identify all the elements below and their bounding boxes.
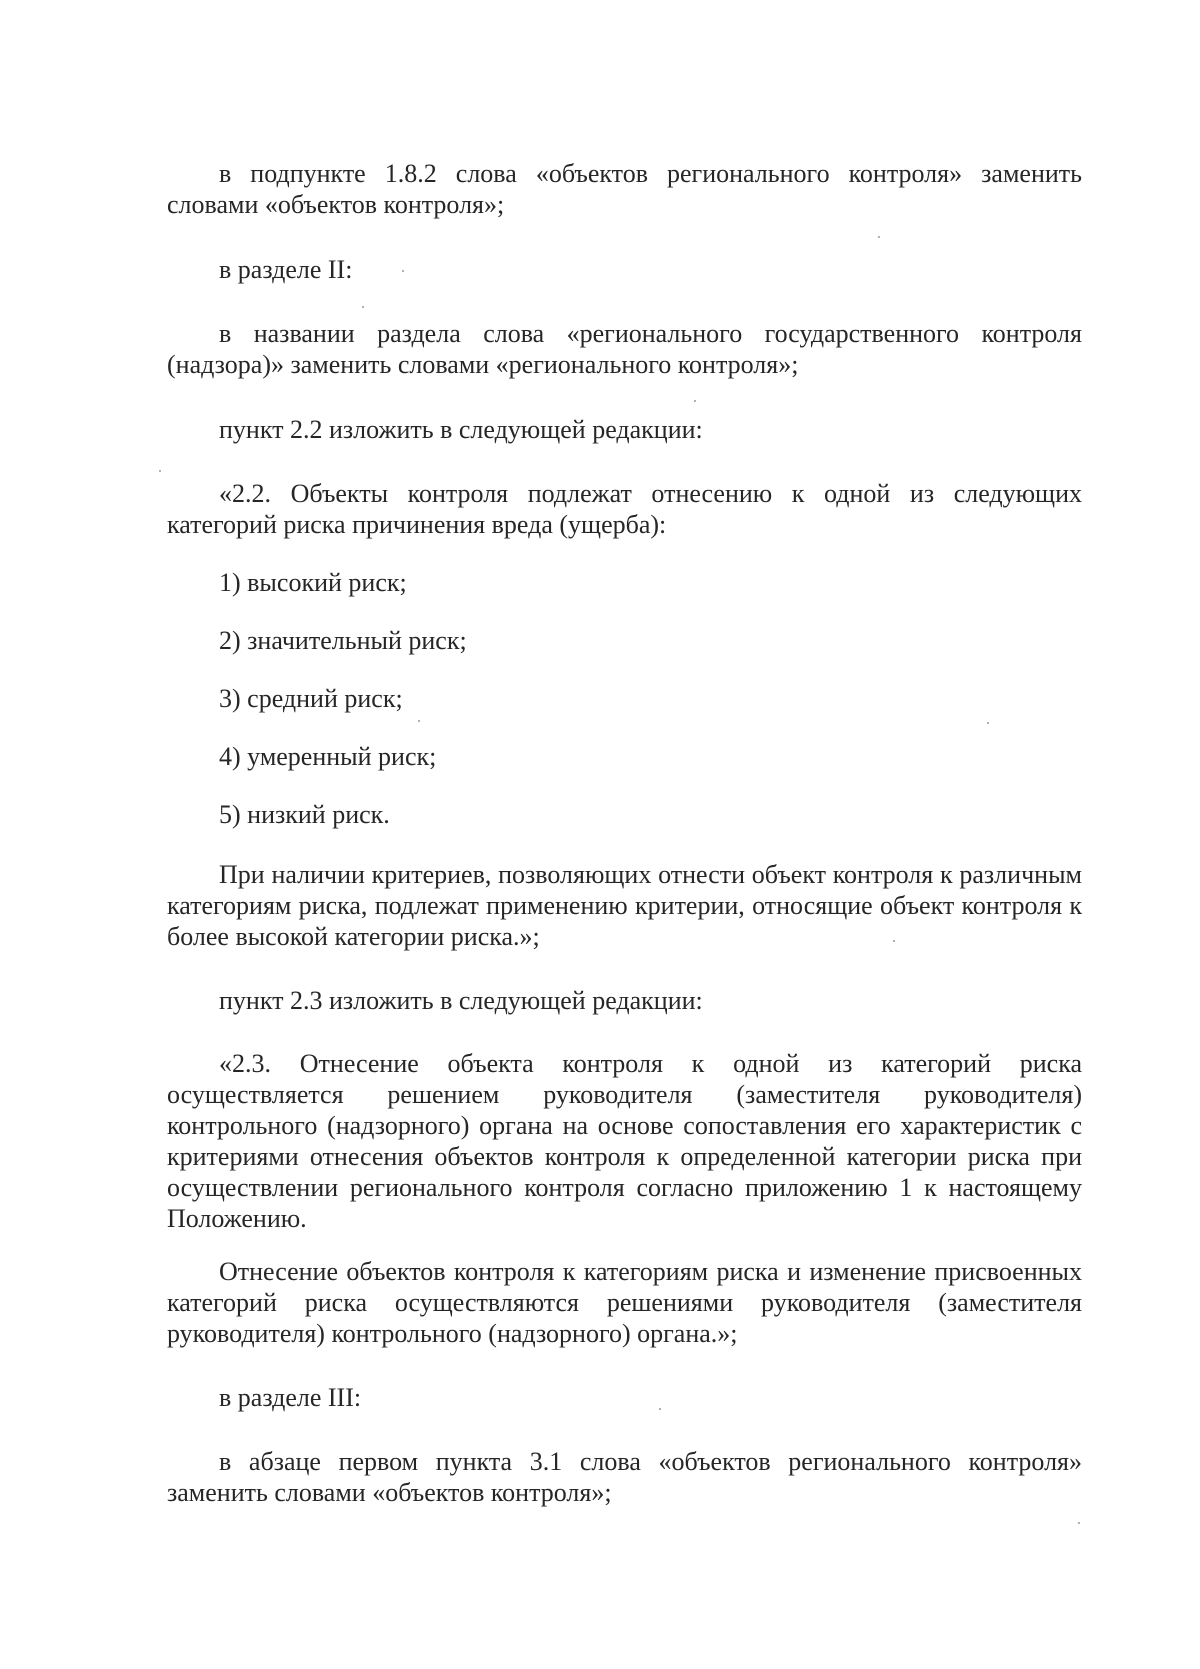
scan-speck [659,1408,661,1410]
paragraph-clause-2-3-text: «2.3. Отнесение объекта контроля к одной из категорий риска осуществляется решением руководителя (заместителя руководителя) контрольного (надзорного) органа на основе сопоставления его характеристик с критериями отнесения объектов контроля к определенной категории риска при осуществлении регионального контроля согласно приложению 1 к настоящему Положению. [167,1049,1082,1233]
scan-speck [694,400,696,402]
paragraph-clause-2-2-intro: пункт 2.2 изложить в следующей редакции: [219,415,703,444]
paragraph-clause-3-1: в абзаце первом пункта 3.1 слова «объектов регионального контроля» заменить словами «объектов контроля»; [167,1447,1082,1507]
scan-speck [402,270,404,272]
scan-speck [159,470,161,472]
list-item-medium-risk: 3) средний риск; [219,684,403,713]
list-item-significant-risk: 2) значительный риск; [219,626,467,655]
paragraph-subclause-1-8-2: в подпункте 1.8.2 слова «объектов регионального контроля» заменить словами «объектов контроля»; [167,159,1082,219]
scan-speck [418,720,420,722]
paragraph-criteria-rule: При наличии критериев, позволяющих отнести объект контроля к различным категориям риска, подлежат применению критерии, относящие объект контроля к более высокой категории риска.»; [167,860,1082,951]
paragraph-section-2-heading: в разделе II: [219,255,353,284]
list-item-high-risk: 1) высокий риск; [219,568,407,597]
paragraph-risk-assignment: Отнесение объектов контроля к категориям риска и изменение присвоенных категорий риска осуществляются решениями руководителя (заместителя руководителя) контрольного (надзорного) органа.»; [167,1257,1082,1348]
list-item-moderate-risk: 4) умеренный риск; [219,742,437,771]
scan-speck [362,306,364,308]
paragraph-clause-2-2-text: «2.2. Объекты контроля подлежат отнесению к одной из следующих категорий риска причинения вреда (ущерба): [167,479,1082,539]
paragraph-section-2-title-change: в названии раздела слова «регионального государственного контроля (надзора)» заменить словами «регионального контроля»; [167,319,1082,379]
scan-speck [893,940,895,942]
scan-speck [987,722,989,724]
scan-speck [878,236,880,238]
paragraph-clause-2-3-intro: пункт 2.3 изложить в следующей редакции: [219,986,703,1015]
scan-speck [1078,1522,1080,1524]
paragraph-section-3-heading: в разделе III: [219,1383,362,1412]
list-item-low-risk: 5) низкий риск. [219,800,390,829]
